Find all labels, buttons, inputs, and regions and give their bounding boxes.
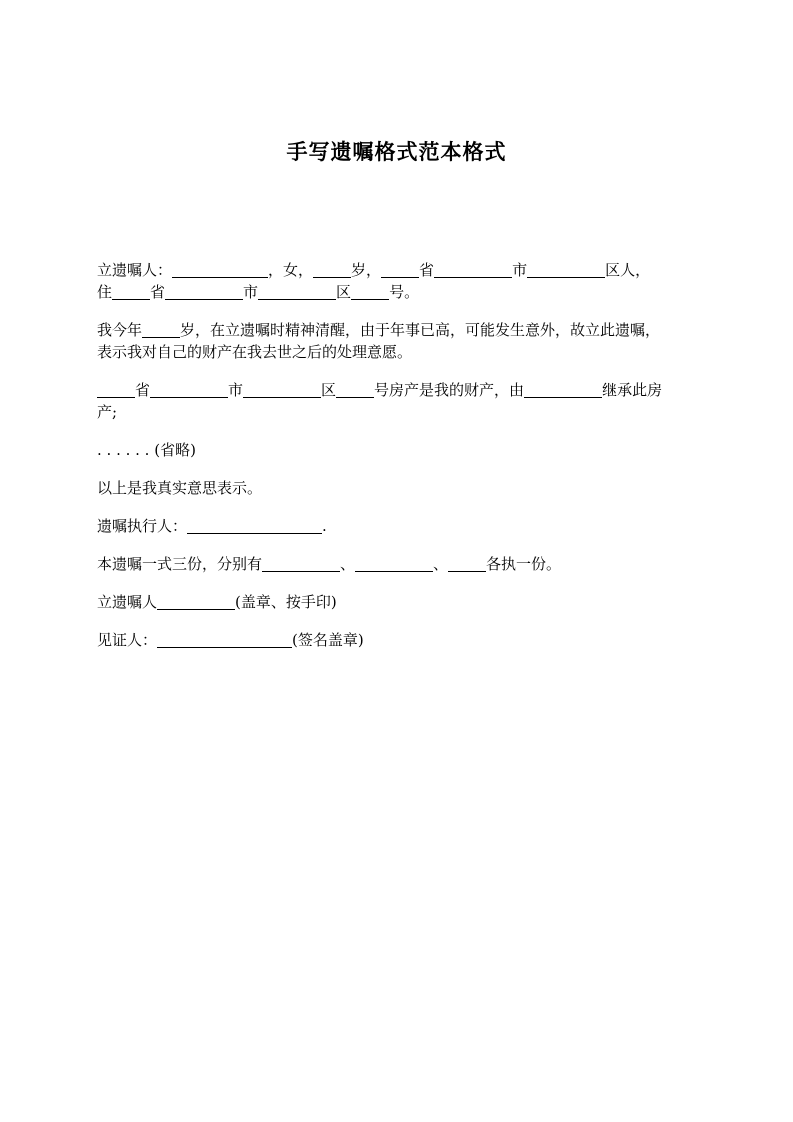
copies-paragraph bbox=[97, 553, 697, 575]
blank-testator-signature[interactable] bbox=[157, 593, 235, 610]
property-paragraph bbox=[97, 379, 697, 423]
text: 遗嘱执行人： bbox=[97, 517, 188, 535]
text: (签名盖章) bbox=[292, 631, 364, 649]
blank-province[interactable] bbox=[381, 261, 419, 278]
text: 号房产是我的财产，由 bbox=[374, 381, 525, 399]
witness-paragraph bbox=[97, 629, 697, 651]
text: 本遗嘱一式三份，分别有 bbox=[97, 555, 263, 573]
blank-residence-number[interactable] bbox=[351, 283, 389, 300]
blank-heir-name[interactable] bbox=[524, 381, 602, 398]
text: 岁，在立遗嘱时精神清醒，由于年事已高，可能发生意外，故立此遗嘱， bbox=[180, 321, 661, 339]
text: 区人， bbox=[605, 261, 651, 279]
text: 省 bbox=[135, 381, 151, 399]
blank-testator-name[interactable] bbox=[172, 261, 268, 278]
text: 省 bbox=[150, 283, 166, 301]
text: 产; bbox=[97, 403, 118, 421]
text: 立遗嘱人 bbox=[97, 593, 158, 611]
blank-residence-city[interactable] bbox=[165, 283, 243, 300]
blank-current-age[interactable] bbox=[142, 321, 180, 338]
text: 区 bbox=[321, 381, 337, 399]
text: (盖章、按手印) bbox=[235, 593, 337, 611]
text: 、 bbox=[340, 555, 356, 573]
omitted-paragraph: . . . . . . (省略) bbox=[97, 441, 196, 459]
text: 市 bbox=[243, 283, 259, 301]
testator-signature-paragraph bbox=[97, 591, 697, 613]
blank-residence-province[interactable] bbox=[112, 283, 150, 300]
text: ，女， bbox=[268, 261, 314, 279]
text: 我今年 bbox=[97, 321, 143, 339]
text: 继承此房 bbox=[602, 381, 663, 399]
text: 各执一份。 bbox=[486, 555, 562, 573]
declaration-paragraph bbox=[97, 319, 697, 363]
blank-holder-2[interactable] bbox=[355, 555, 433, 572]
text: . bbox=[322, 517, 327, 535]
blank-age[interactable] bbox=[313, 261, 351, 278]
text: 市 bbox=[512, 261, 528, 279]
blank-property-city[interactable] bbox=[150, 381, 228, 398]
blank-witness[interactable] bbox=[157, 631, 292, 648]
text: 岁， bbox=[351, 261, 382, 279]
text: 号。 bbox=[389, 283, 420, 301]
text: 住 bbox=[97, 283, 113, 301]
blank-district[interactable] bbox=[527, 261, 605, 278]
statement-paragraph: 以上是我真实意思表示。 bbox=[97, 479, 263, 497]
document-body bbox=[97, 259, 697, 667]
executor-paragraph bbox=[97, 515, 697, 537]
document-title: 手写遗嘱格式范本格式 bbox=[286, 140, 507, 164]
blank-city[interactable] bbox=[434, 261, 512, 278]
testator-info-paragraph bbox=[97, 259, 697, 303]
blank-executor[interactable] bbox=[187, 517, 322, 534]
text: 见证人： bbox=[97, 631, 158, 649]
blank-property-province[interactable] bbox=[97, 381, 135, 398]
blank-holder-3[interactable] bbox=[448, 555, 486, 572]
text: 区 bbox=[336, 283, 352, 301]
blank-holder-1[interactable] bbox=[262, 555, 340, 572]
text: 表示我对自己的财产在我去世之后的处理意愿。 bbox=[97, 343, 413, 361]
blank-property-number[interactable] bbox=[336, 381, 374, 398]
text: 省 bbox=[419, 261, 435, 279]
text: 立遗嘱人： bbox=[97, 261, 173, 279]
blank-property-district[interactable] bbox=[243, 381, 321, 398]
text: 、 bbox=[433, 555, 449, 573]
text: 市 bbox=[228, 381, 244, 399]
blank-residence-district[interactable] bbox=[258, 283, 336, 300]
